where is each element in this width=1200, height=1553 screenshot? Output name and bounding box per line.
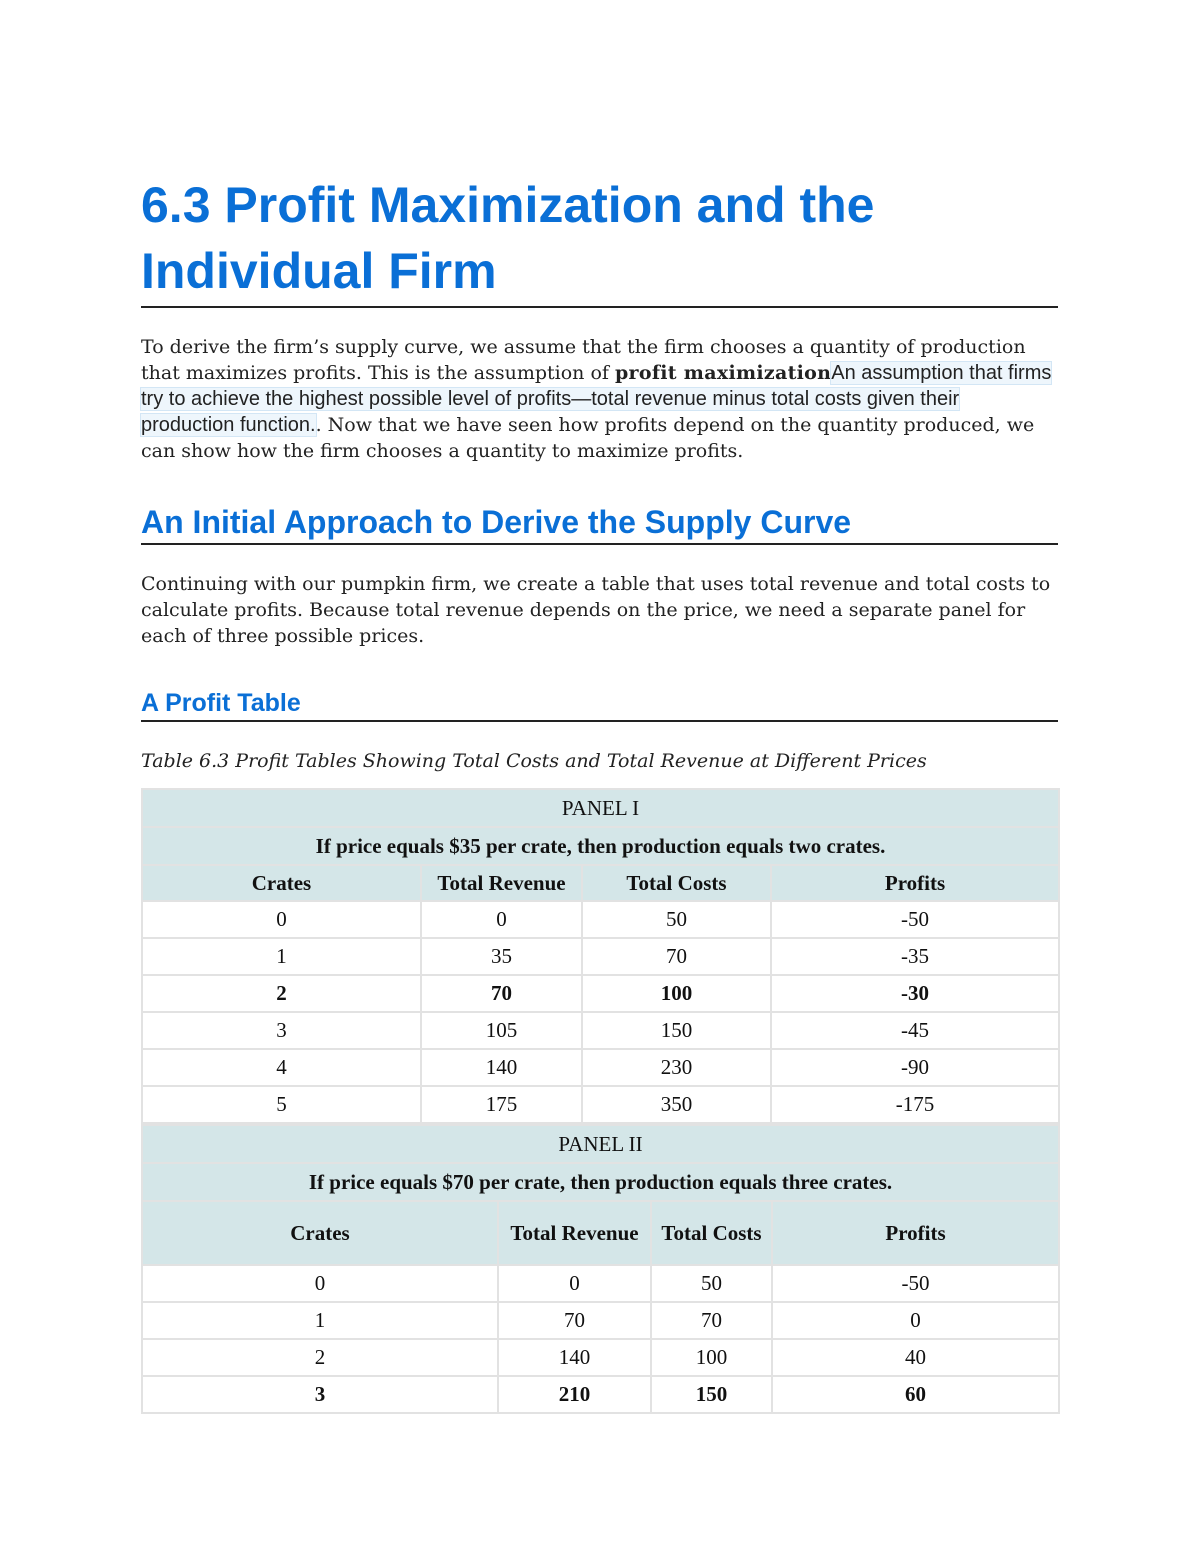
- cell-total-costs: 100: [582, 975, 771, 1012]
- column-header-total-revenue: Total Revenue: [421, 865, 582, 901]
- intro-text-continued: . Now that we have seen how profits depend on the quantity produced, we can show how the firm chooses a quantity to maximize profits.: [141, 414, 1035, 462]
- table-row-highlighted: [142, 1376, 1059, 1413]
- cell-total-revenue: 175: [421, 1086, 582, 1123]
- cell-crates: 3: [142, 1376, 498, 1413]
- panel-subtitle: If price equals $70 per crate, then production equals three crates.: [142, 1163, 1059, 1201]
- cell-profits: -90: [771, 1049, 1059, 1086]
- cell-total-revenue: 70: [498, 1302, 651, 1339]
- panel-title: PANEL II: [142, 1125, 1059, 1163]
- cell-total-costs: 50: [582, 901, 771, 938]
- table-caption: Table 6.3 Profit Tables Showing Total Costs and Total Revenue at Different Prices: [141, 750, 927, 772]
- cell-profits: -50: [772, 1265, 1059, 1302]
- cell-total-costs: 150: [582, 1012, 771, 1049]
- table-row: [142, 1302, 1059, 1339]
- cell-crates: 1: [142, 1302, 498, 1339]
- column-header-total-costs: Total Costs: [651, 1201, 772, 1265]
- column-header-total-revenue: Total Revenue: [498, 1201, 651, 1265]
- cell-crates: 3: [142, 1012, 421, 1049]
- profit-table-panel-1: [141, 788, 1060, 1124]
- cell-total-costs: 350: [582, 1086, 771, 1123]
- cell-total-revenue: 140: [498, 1339, 651, 1376]
- page-title: 6.3 Profit Maximization and the Individual Firm: [141, 172, 1058, 308]
- column-header-profits: Profits: [771, 865, 1059, 901]
- panel-subtitle: If price equals $35 per crate, then production equals two crates.: [142, 827, 1059, 865]
- cell-crates: 2: [142, 1339, 498, 1376]
- cell-crates: 5: [142, 1086, 421, 1123]
- document-page: [141, 0, 1058, 1414]
- column-header-crates: Crates: [142, 865, 421, 901]
- key-term[interactable]: profit maximization: [614, 362, 832, 384]
- panel-title: PANEL I: [142, 789, 1059, 827]
- table-row: [142, 901, 1059, 938]
- section-heading: An Initial Approach to Derive the Supply Curve: [141, 502, 1058, 545]
- cell-total-revenue: 105: [421, 1012, 582, 1049]
- cell-crates: 2: [142, 975, 421, 1012]
- table-header-row: [142, 1201, 1059, 1265]
- cell-total-revenue: 140: [421, 1049, 582, 1086]
- intro-paragraph: [141, 334, 1058, 464]
- cell-total-revenue: 0: [421, 901, 582, 938]
- cell-profits: -30: [771, 975, 1059, 1012]
- table-header-row: [142, 865, 1059, 901]
- table-row-highlighted: [142, 975, 1059, 1012]
- cell-total-revenue: 210: [498, 1376, 651, 1413]
- cell-total-revenue: 35: [421, 938, 582, 975]
- term-definition: An assumption that firms try to achieve the highest possible level of profits—total revenue minus total costs given their production function.: [141, 362, 1052, 436]
- section-paragraph: Continuing with our pumpkin firm, we create a table that uses total revenue and total costs to calculate profits. Because total revenue depends on the price, we need a separate panel for each of three possible prices.: [141, 573, 1051, 647]
- cell-crates: 4: [142, 1049, 421, 1086]
- cell-profits: -175: [771, 1086, 1059, 1123]
- cell-crates: 0: [142, 1265, 498, 1302]
- cell-total-costs: 150: [651, 1376, 772, 1413]
- cell-profits: 60: [772, 1376, 1059, 1413]
- table-row: [142, 938, 1059, 975]
- table-row: [142, 1265, 1059, 1302]
- cell-total-costs: 230: [582, 1049, 771, 1086]
- cell-total-revenue: 0: [498, 1265, 651, 1302]
- column-header-profits: Profits: [772, 1201, 1059, 1265]
- profit-table-panel-2: [141, 1124, 1060, 1414]
- cell-profits: -45: [771, 1012, 1059, 1049]
- intro-text: To derive the firm’s supply curve, we assume that the firm chooses a quantity of production that maximizes profits. This is the assumption of: [141, 336, 1026, 384]
- table-row: [142, 1339, 1059, 1376]
- table-row: [142, 1049, 1059, 1086]
- cell-total-costs: 70: [582, 938, 771, 975]
- cell-profits: -35: [771, 938, 1059, 975]
- cell-crates: 1: [142, 938, 421, 975]
- subsection-heading: A Profit Table: [141, 687, 1058, 722]
- cell-profits: 40: [772, 1339, 1059, 1376]
- cell-total-revenue: 70: [421, 975, 582, 1012]
- cell-total-costs: 70: [651, 1302, 772, 1339]
- table-row: [142, 1012, 1059, 1049]
- cell-total-costs: 50: [651, 1265, 772, 1302]
- table-row: [142, 1086, 1059, 1123]
- column-header-total-costs: Total Costs: [582, 865, 771, 901]
- cell-crates: 0: [142, 901, 421, 938]
- column-header-crates: Crates: [142, 1201, 498, 1265]
- cell-profits: -50: [771, 901, 1059, 938]
- cell-profits: 0: [772, 1302, 1059, 1339]
- cell-total-costs: 100: [651, 1339, 772, 1376]
